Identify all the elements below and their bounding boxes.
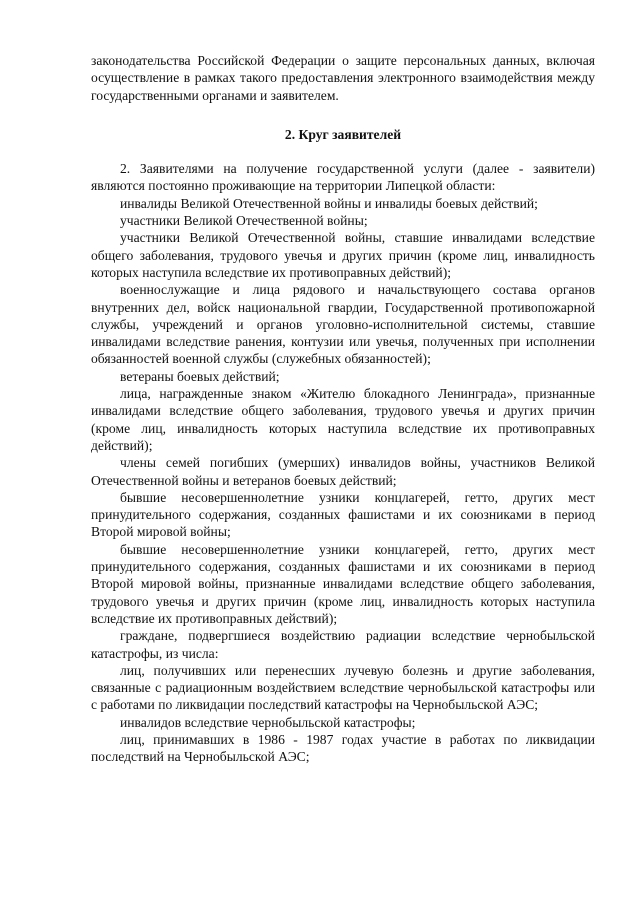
paragraph: ветераны боевых действий; xyxy=(120,368,280,384)
document-body xyxy=(91,52,595,766)
paragraph: лиц, принимавших в 1986 - 1987 годах участие в работах по ликвидации последствий на Чернобыльской АЭС; xyxy=(91,731,595,765)
paragraph: граждане, подвергшиеся воздействию радиации вследствие чернобыльской катастрофы, из числа: xyxy=(91,628,595,661)
paragraph: инвалиды Великой Отечественной войны и инвалиды боевых действий; xyxy=(120,195,538,211)
paragraph: 2. Заявителями на получение государственной услуги (далее - заявители) являются постоянно проживающие на территории Липецкой области: xyxy=(91,161,595,194)
section-heading: 2. Круг заявителей xyxy=(284,126,402,142)
paragraph: участники Великой Отечественной войны; xyxy=(120,213,368,229)
paragraph: участники Великой Отечественной войны, ставшие инвалидами вследствие общего заболевания, трудового увечья и других причин (кроме лиц, инвалидность которых наступила вследствие их противоправных действий); xyxy=(91,230,595,280)
paragraph: лиц, получивших или перенесших лучевую болезнь и другие заболевания, связанные с радиационным воздействием вследствие чернобыльской катастрофы или с работами по ликвидации последствий катастрофы на Чернобыльской АЭС; xyxy=(91,662,595,713)
intro-paragraph: законодательства Российской Федерации о защите персональных данных, включая осуществление в рамках такого предоставления электронного взаимодействия между государственными органами и заявителем. xyxy=(91,53,595,103)
paragraph: бывшие несовершеннолетние узники концлагерей, гетто, других мест принудительного содержания, созданных фашистами и их союзниками в период Второй мировой войны, признанные инвалидами вследствие общего заболевания, трудового увечья и других причин (кроме лиц, инвалидность которых наступила вследствие их противоправных действий); xyxy=(91,541,595,626)
paragraph: инвалидов вследствие чернобыльской катастрофы; xyxy=(120,714,416,730)
paragraph: бывшие несовершеннолетние узники концлагерей, гетто, других мест принудительного содержания, созданных фашистами и их союзниками в период Второй мировой войны; xyxy=(91,489,595,540)
paragraph: члены семей погибших (умерших) инвалидов войны, участников Великой Отечественной войны и ветеранов боевых действий; xyxy=(91,455,595,488)
paragraph: военнослужащие и лица рядового и начальствующего состава органов внутренних дел, войск национальной гвардии, Государственной противопожарной службы, учреждений и органов уголовно-исполнительной системы, ставшие инвалидами вследствие ранения, контузии или увечья, полученных при исполнении обязанностей военной службы (служебных обязанностей); xyxy=(91,282,595,367)
paragraph: лица, награжденные знаком «Жителю блокадного Ленинграда», признанные инвалидами вследствие общего заболевания, трудового увечья и других причин (кроме лиц, инвалидность которых наступила вследствие их противоправных действий); xyxy=(91,386,595,453)
